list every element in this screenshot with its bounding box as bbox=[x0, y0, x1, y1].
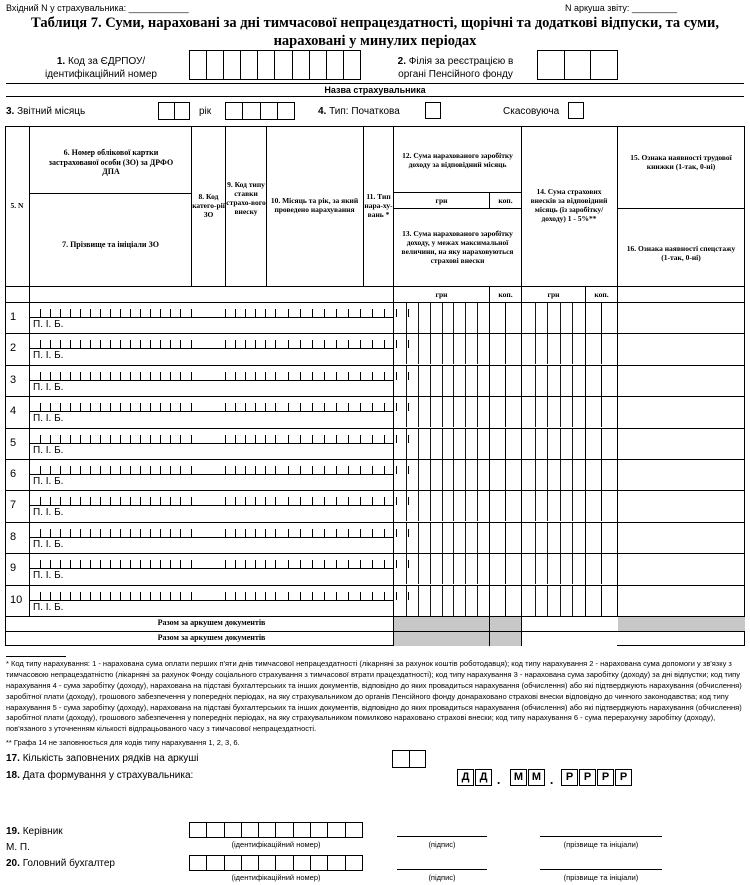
amount-cell-divider bbox=[477, 523, 478, 553]
row-name-input[interactable] bbox=[60, 506, 393, 520]
amount-cell-divider bbox=[535, 460, 536, 490]
amount-cell-divider bbox=[535, 397, 536, 427]
kop-cell-divider bbox=[601, 523, 602, 553]
amount-cell-divider bbox=[418, 586, 419, 616]
kop-cell-divider bbox=[601, 397, 602, 427]
amount-cell-divider bbox=[477, 554, 478, 584]
row-name-input[interactable] bbox=[60, 349, 393, 363]
col-7-header: 7. Прізвище та ініціали ЗО bbox=[62, 240, 159, 250]
row-name-label: П. І. Б. bbox=[33, 507, 64, 519]
col-8-header: 8. Код катего-рії ЗО bbox=[192, 191, 225, 219]
kop-cell-divider bbox=[601, 491, 602, 521]
rows-count-label: 17. Кількість заповнених рядків на аркуші bbox=[6, 753, 199, 764]
col-14-kop: коп. bbox=[594, 290, 609, 299]
amount-cell-divider bbox=[430, 397, 431, 427]
amount-cell-divider bbox=[430, 491, 431, 521]
amount-cell-divider bbox=[535, 491, 536, 521]
kop-cell-divider bbox=[505, 397, 506, 427]
accountant-signature-line[interactable] bbox=[397, 869, 487, 870]
amount-cell-divider bbox=[418, 366, 419, 396]
edrpou-label: 1. Код за ЄДРПОУ/ ідентифікаційний номер bbox=[44, 56, 157, 80]
date-digit-cell[interactable]: Д bbox=[475, 769, 492, 786]
row-name-label: П. І. Б. bbox=[33, 476, 64, 487]
row-card-cells[interactable] bbox=[30, 333, 393, 348]
accountant-sign-caption: (підпис) bbox=[428, 873, 456, 882]
amount-cell-divider bbox=[535, 523, 536, 553]
amount-cell-divider bbox=[560, 586, 561, 616]
col-13-kop: коп. bbox=[498, 290, 513, 299]
amount-cell-divider bbox=[430, 554, 431, 584]
amount-cell-divider bbox=[560, 303, 561, 333]
date-digit-cell[interactable]: М bbox=[510, 769, 527, 786]
row-card-cells[interactable] bbox=[30, 490, 393, 505]
kop-cell-divider bbox=[505, 554, 506, 584]
col-14-header: 14. Сума страхових внесків за відповідний місяць (із заробітку/доходу) 1 - 5%** bbox=[530, 187, 608, 223]
amount-cell-divider bbox=[406, 554, 407, 584]
amount-cell-divider bbox=[430, 303, 431, 333]
amount-cell-divider bbox=[547, 429, 548, 459]
row-name-input[interactable] bbox=[60, 475, 393, 489]
type-cancel-label: Скасовуюча bbox=[503, 106, 560, 117]
kop-cell-divider bbox=[601, 460, 602, 490]
amount-cell-divider bbox=[572, 491, 573, 521]
date-digit-cell[interactable]: Р bbox=[579, 769, 596, 786]
director-id-input[interactable] bbox=[189, 822, 363, 838]
total-doc-grey bbox=[394, 632, 521, 646]
row-card-cells[interactable] bbox=[30, 428, 393, 443]
row-name-input[interactable] bbox=[60, 381, 393, 395]
report-month-label: 3. Звітний місяць bbox=[6, 106, 86, 117]
row-card-cells[interactable] bbox=[30, 365, 393, 380]
amount-cell-divider bbox=[442, 491, 443, 521]
amount-cell-divider bbox=[453, 429, 454, 459]
col-12-header: 12. Сума нарахованого заробітку доходу за відповідний місяць bbox=[402, 151, 513, 169]
amount-cell-divider bbox=[453, 303, 454, 333]
row-name-label: П. І. Б. bbox=[33, 381, 64, 393]
amount-cell-divider bbox=[572, 397, 573, 427]
amount-cell-divider bbox=[406, 586, 407, 616]
amount-cell-divider bbox=[465, 334, 466, 364]
amount-cell-divider bbox=[430, 523, 431, 553]
row-card-cells[interactable] bbox=[30, 302, 393, 317]
col-14-grn: грн bbox=[547, 290, 560, 299]
amount-cell-divider bbox=[465, 397, 466, 427]
amount-cell-divider bbox=[465, 491, 466, 521]
col-16-header: 16. Ознака наявності спецстажу (1-так, 0-ні) bbox=[626, 243, 736, 262]
amount-cell-divider bbox=[442, 460, 443, 490]
amount-cell-divider bbox=[572, 586, 573, 616]
kop-cell-divider bbox=[505, 523, 506, 553]
row-card-cells[interactable] bbox=[30, 459, 393, 474]
amount-cell-divider bbox=[418, 303, 419, 333]
amount-cell-divider bbox=[560, 554, 561, 584]
stamp-label: М. П. bbox=[6, 842, 30, 853]
col-9-header: 9. Код типу ставки страхо-вого внеску bbox=[226, 179, 266, 216]
row-number: 8 bbox=[10, 530, 17, 543]
kop-cell-divider bbox=[601, 303, 602, 333]
amount-cell-divider bbox=[442, 397, 443, 427]
kop-cell-divider bbox=[505, 303, 506, 333]
amount-cell-divider bbox=[572, 523, 573, 553]
director-label: 19. Керівник bbox=[6, 826, 63, 837]
amount-cell-divider bbox=[547, 397, 548, 427]
amount-cell-divider bbox=[406, 460, 407, 490]
amount-cell-divider bbox=[572, 303, 573, 333]
row-number: 7 bbox=[10, 499, 17, 512]
kop-cell-divider bbox=[601, 334, 602, 364]
date-separator: . bbox=[497, 772, 501, 787]
amount-cell-divider bbox=[560, 491, 561, 521]
amount-cell-divider bbox=[465, 429, 466, 459]
row-name-input[interactable] bbox=[60, 412, 393, 426]
amount-cell-divider bbox=[535, 366, 536, 396]
total-document-label: Разом за аркушем документів bbox=[157, 633, 266, 642]
row-name-label: П. І. Б. bbox=[33, 601, 64, 613]
footnote-star: * Код типу нарахування: 1 - нарахована сума оплати перших п'яти днів тимчасової непрацездатності (лікарняні за рахунок коштів роботодавця); код типу нарахування 2 - нарахована сума допомоги у зв'язку з тимчасовою непрацездатністю (лікарняні за рахунок Фонду соціального страхування з тимчасової втрати працездатності); код типу нарахування 3 - нарахована сума заробітку (доходу) за дні відпустки; код типу нарахування 4 - сума заробітку (доходу), нарахована на підставі бухгалтерських та інших документів, відповідно до яких провадиться нарахування (обчислення) або які підтверджують нарахування (обчислення) заробітної плати (доходу), грошового забезпечення у попередніх періодах, на яку страхувальником до органів Пенсійного фонду донараховано страхові внески відповідно до чинного законодавства; код типу нарахування 5 - сума заробітку (доходу), нарахована на підставі бухгалтерських та інших документів, відповідно до яких провадиться нарахування (обчислення) або які підтверджують нарахування (обчислення) заробітної плати (доходу), грошового забезпечення у попередніх періодах, на яку страхувальником помилково нараховано страхові внески; код типу нарахування 6 - сума перерахунку заробітку (доходу), пов'язаного з уточненням кількості відпрацьованого часу з тимчасової непрацездатності. bbox=[6, 659, 742, 734]
amount-cell-divider bbox=[453, 334, 454, 364]
accountant-name-line[interactable] bbox=[540, 869, 662, 870]
table-title-line2: нараховані у минулих періодах bbox=[273, 33, 477, 49]
kop-cell-divider bbox=[601, 586, 602, 616]
amount-cell-divider bbox=[465, 523, 466, 553]
incoming-number-label: Вхідний N у страхувальника: ____________ bbox=[6, 3, 189, 13]
amount-cell-divider bbox=[406, 523, 407, 553]
chief-accountant-label: 20. Головний бухгалтер bbox=[6, 858, 115, 869]
amount-cell-divider bbox=[465, 460, 466, 490]
amount-cell-divider bbox=[406, 303, 407, 333]
date-digit-cell[interactable]: Д bbox=[457, 769, 474, 786]
col-5-header: 5. N bbox=[10, 200, 24, 210]
amount-cell-divider bbox=[560, 429, 561, 459]
insurer-name-label: Назва страхувальника bbox=[324, 85, 426, 95]
amount-cell-divider bbox=[406, 366, 407, 396]
kop-cell-divider bbox=[601, 554, 602, 584]
rows-count-input[interactable] bbox=[392, 750, 426, 768]
col-10-header: 10. Місяць та рік, за який проведено нарахування bbox=[270, 196, 359, 214]
amount-cell-divider bbox=[547, 460, 548, 490]
amount-cell-divider bbox=[442, 366, 443, 396]
amount-cell-divider bbox=[442, 303, 443, 333]
date-digit-cell[interactable]: М bbox=[528, 769, 545, 786]
row-number: 2 bbox=[10, 342, 17, 355]
amount-cell-divider bbox=[442, 554, 443, 584]
amount-cell-divider bbox=[535, 429, 536, 459]
row-flags[interactable] bbox=[618, 553, 745, 584]
amount-cell-divider bbox=[465, 554, 466, 584]
amount-cell-divider bbox=[453, 366, 454, 396]
amount-cell-divider bbox=[547, 303, 548, 333]
amount-cell-divider bbox=[535, 303, 536, 333]
amount-cell-divider bbox=[547, 334, 548, 364]
row-flags[interactable] bbox=[618, 302, 745, 333]
director-sign-caption: (підпис) bbox=[428, 840, 456, 849]
row-card-cells[interactable] bbox=[30, 522, 393, 537]
amount-cell-divider bbox=[430, 366, 431, 396]
director-id-caption: (ідентифікаційний номер) bbox=[231, 840, 321, 849]
amount-cell-divider bbox=[430, 334, 431, 364]
amount-cell-divider bbox=[535, 554, 536, 584]
amount-cell-divider bbox=[418, 523, 419, 553]
col-13-grn: грн bbox=[435, 290, 448, 299]
row-number: 5 bbox=[10, 436, 17, 449]
col-11-header: 11. Тип нара-ху-вань * bbox=[364, 191, 393, 219]
row-number: 6 bbox=[10, 468, 17, 480]
row-card-cells[interactable] bbox=[30, 396, 393, 411]
amount-cell-divider bbox=[442, 334, 443, 364]
amount-cell-divider bbox=[453, 554, 454, 584]
amount-cell-divider bbox=[547, 586, 548, 616]
amount-cell-divider bbox=[477, 429, 478, 459]
type-label: 4. Тип: Початкова bbox=[318, 106, 400, 117]
amount-cell-divider bbox=[477, 586, 478, 616]
row-flags[interactable] bbox=[618, 522, 745, 553]
row-flags[interactable] bbox=[618, 459, 745, 490]
footnote-double-star: ** Графа 14 не заповнюється для кодів типу нарахування 1, 2, 3, 6. bbox=[6, 738, 240, 747]
row-name-label: П. І. Б. bbox=[33, 319, 64, 330]
kop-cell-divider bbox=[505, 586, 506, 616]
col-12-kop: коп. bbox=[498, 196, 513, 205]
amount-cell-divider bbox=[418, 460, 419, 490]
row-number: 4 bbox=[10, 405, 17, 418]
amount-cell-divider bbox=[572, 366, 573, 396]
kop-cell-divider bbox=[601, 366, 602, 396]
sheet-number-label: N аркуша звіту: _________ bbox=[565, 3, 677, 13]
amount-cell-divider bbox=[560, 523, 561, 553]
amount-cell-divider bbox=[465, 366, 466, 396]
amount-cell-divider bbox=[418, 397, 419, 427]
row-card-cells[interactable] bbox=[30, 553, 393, 568]
row-name-input[interactable] bbox=[60, 318, 393, 332]
kop-cell-divider bbox=[505, 460, 506, 490]
row-name-input[interactable] bbox=[60, 569, 393, 583]
total-sheet-value[interactable] bbox=[522, 617, 617, 631]
accountant-id-input[interactable] bbox=[189, 855, 363, 871]
amount-cell-divider bbox=[442, 586, 443, 616]
accountant-id-caption: (ідентифікаційний номер) bbox=[231, 873, 321, 882]
amount-cell-divider bbox=[418, 429, 419, 459]
row-name-label: П. І. Б. bbox=[33, 413, 64, 425]
amount-cell-divider bbox=[453, 397, 454, 427]
row-card-cells[interactable] bbox=[30, 585, 393, 600]
row-name-label: П. І. Б. bbox=[33, 350, 64, 362]
row-flags[interactable] bbox=[618, 365, 745, 396]
row-name-label: П. І. Б. bbox=[33, 570, 64, 582]
date-digit-cell[interactable]: Р bbox=[597, 769, 614, 786]
amount-cell-divider bbox=[572, 554, 573, 584]
total-doc-value[interactable] bbox=[522, 632, 617, 646]
amount-cell-divider bbox=[465, 303, 466, 333]
row-flags[interactable] bbox=[618, 333, 745, 364]
row-flags[interactable] bbox=[618, 585, 745, 616]
kop-cell-divider bbox=[505, 429, 506, 459]
amount-cell-divider bbox=[547, 554, 548, 584]
director-name-caption: (прізвище та ініціали) bbox=[563, 840, 639, 849]
kop-cell-divider bbox=[505, 366, 506, 396]
year-label: рік bbox=[199, 106, 212, 117]
amount-cell-divider bbox=[418, 334, 419, 364]
amount-cell-divider bbox=[453, 491, 454, 521]
amount-cell-divider bbox=[477, 491, 478, 521]
kop-cell-divider bbox=[505, 334, 506, 364]
row-number: 10 bbox=[10, 593, 23, 606]
col-15-header: 15. Ознака наявності трудової книжки (1-так, 0-ні) bbox=[630, 153, 732, 171]
row-name-input[interactable] bbox=[60, 444, 393, 458]
row-flags[interactable] bbox=[618, 428, 745, 459]
director-signature-line[interactable] bbox=[397, 836, 487, 837]
amount-cell-divider bbox=[547, 491, 548, 521]
amount-cell-divider bbox=[572, 334, 573, 364]
pf-branch-label: 2. Філія за реєстрацією в органі Пенсійного фонду bbox=[397, 56, 514, 80]
amount-cell-divider bbox=[442, 429, 443, 459]
amount-cell-divider bbox=[547, 523, 548, 553]
row-name-input[interactable] bbox=[60, 538, 393, 552]
row-name-label: П. І. Б. bbox=[33, 444, 64, 456]
row-flags[interactable] bbox=[618, 396, 745, 427]
col-12-grn: грн bbox=[435, 196, 448, 205]
amount-cell-divider bbox=[406, 397, 407, 427]
director-name-line[interactable] bbox=[540, 836, 662, 837]
amount-cell-divider bbox=[560, 334, 561, 364]
kop-cell-divider bbox=[601, 429, 602, 459]
row-number: 1 bbox=[10, 311, 17, 323]
amount-cell-divider bbox=[477, 303, 478, 333]
total-sheet-grey-right bbox=[618, 617, 745, 631]
kop-cell-divider bbox=[505, 491, 506, 521]
row-name-label: П. І. Б. bbox=[33, 538, 64, 550]
amount-cell-divider bbox=[572, 460, 573, 490]
amount-cell-divider bbox=[547, 366, 548, 396]
amount-cell-divider bbox=[406, 334, 407, 364]
amount-cell-divider bbox=[418, 554, 419, 584]
amount-cell-divider bbox=[430, 586, 431, 616]
amount-cell-divider bbox=[442, 523, 443, 553]
amount-cell-divider bbox=[453, 586, 454, 616]
amount-cell-divider bbox=[453, 460, 454, 490]
col-6-header: 6. Номер облікової картки застрахованої особи (ЗО) за ДРФО ДПА bbox=[48, 148, 174, 177]
amount-cell-divider bbox=[477, 334, 478, 364]
table-title-line1: Таблиця 7. Суми, нараховані за дні тимчасової непрацездатності, щорічні та додаткові відпуски, та суми, bbox=[31, 15, 719, 31]
date-digit-cell[interactable]: Р bbox=[561, 769, 578, 786]
row-number: 3 bbox=[10, 373, 17, 386]
total-sheet-grey bbox=[394, 617, 521, 631]
row-flags[interactable] bbox=[618, 490, 745, 521]
amount-cell-divider bbox=[406, 429, 407, 459]
amount-cell-divider bbox=[406, 491, 407, 521]
amount-cell-divider bbox=[477, 366, 478, 396]
col-13-header: 13. Сума нарахованого заробітку доходу, у межах максимальної величини, на яку нараховуються страхові внески bbox=[401, 229, 514, 265]
date-digit-cell[interactable]: Р bbox=[615, 769, 632, 786]
formation-date-label: 18. Дата формування у страхувальника: bbox=[6, 770, 194, 781]
row-name-input[interactable] bbox=[60, 601, 393, 615]
amount-cell-divider bbox=[418, 491, 419, 521]
accountant-name-caption: (прізвище та ініціали) bbox=[563, 873, 639, 882]
amount-cell-divider bbox=[535, 586, 536, 616]
amount-cell-divider bbox=[477, 397, 478, 427]
amount-cell-divider bbox=[560, 397, 561, 427]
amount-cell-divider bbox=[560, 366, 561, 396]
amount-cell-divider bbox=[477, 460, 478, 490]
amount-cell-divider bbox=[465, 586, 466, 616]
amount-cell-divider bbox=[560, 460, 561, 490]
amount-cell-divider bbox=[572, 429, 573, 459]
date-separator: . bbox=[550, 772, 554, 787]
amount-cell-divider bbox=[535, 334, 536, 364]
row-number: 9 bbox=[10, 562, 17, 575]
amount-cell-divider bbox=[430, 429, 431, 459]
amount-cell-divider bbox=[453, 523, 454, 553]
total-sheet-label: Разом за аркушем документів bbox=[157, 618, 266, 627]
amount-cell-divider bbox=[430, 460, 431, 490]
